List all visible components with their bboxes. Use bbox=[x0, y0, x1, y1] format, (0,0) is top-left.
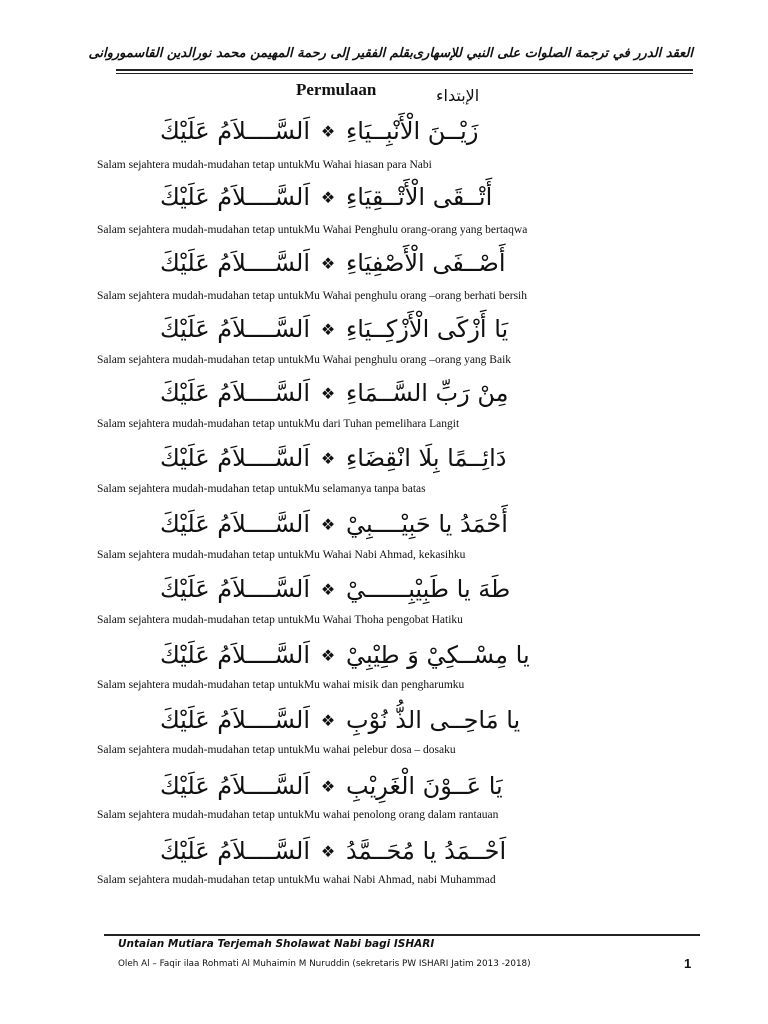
verse-epithet: يا مَاحِــى الذُّ نُوْبِ bbox=[346, 706, 521, 734]
verse-line bbox=[120, 376, 590, 410]
verse-epithet: يا مِسْــكِيْ وَ طِيْبِيْ bbox=[346, 641, 530, 669]
verse-translation: Salam sejahtera mudah-mudahan tetap untukMu dari Tuhan pemelihara Langit bbox=[97, 418, 460, 430]
verse-salam: اَلسَّــــلاَمُ عَلَيْكَ bbox=[159, 837, 310, 865]
section-title-arabic: الإبتداء bbox=[436, 86, 480, 105]
verse-epithet: زَيْــنَ الْأَنْبِــيَاءِ bbox=[346, 117, 479, 145]
verse-epithet: اَحْــمَدُ يا مُحَــمَّدُ bbox=[346, 837, 507, 865]
verse-line bbox=[120, 572, 590, 606]
diamond-separator-icon: ❖ bbox=[320, 319, 336, 339]
verse-salam: اَلسَّــــلاَمُ عَلَيْكَ bbox=[159, 444, 310, 472]
verse-translation: Salam sejahtera mudah-mudahan tetap untukMu Wahai Thoha pengobat Hatiku bbox=[97, 614, 463, 626]
verse-salam: اَلسَّــــلاَمُ عَلَيْكَ bbox=[159, 510, 310, 538]
verse-line bbox=[120, 769, 590, 803]
verse-line bbox=[120, 638, 590, 672]
verse-line bbox=[120, 834, 590, 868]
diamond-separator-icon: ❖ bbox=[320, 710, 336, 730]
verse-salam: اَلسَّــــلاَمُ عَلَيْكَ bbox=[159, 249, 310, 277]
diamond-separator-icon: ❖ bbox=[320, 448, 336, 468]
verse-epithet: مِنْ رَبِّ السَّــمَاءِ bbox=[346, 379, 509, 407]
verse-line bbox=[120, 114, 590, 148]
verse-epithet: أَحْمَدُ يا حَبِيْــــبِيْ bbox=[346, 510, 508, 538]
header-rule-thin bbox=[116, 73, 693, 74]
verse-translation: Salam sejahtera mudah-mudahan tetap untukMu Wahai penghulu orang –orang berhati bersih bbox=[97, 290, 527, 302]
verse-line bbox=[120, 507, 590, 541]
diamond-separator-icon: ❖ bbox=[320, 776, 336, 796]
verse-translation: Salam sejahtera mudah-mudahan tetap untukMu Wahai penghulu orang –orang yang Baik bbox=[97, 354, 512, 366]
diamond-separator-icon: ❖ bbox=[320, 383, 336, 403]
verse-translation: Salam sejahtera mudah-mudahan tetap untukMu wahai misik dan pengharumku bbox=[97, 679, 465, 691]
header-rule bbox=[116, 69, 693, 71]
diamond-separator-icon: ❖ bbox=[320, 645, 336, 665]
verse-line bbox=[120, 246, 590, 280]
header-author-arabic: بقلم الفقير إلى رحمة المهيمن محمد نورالدين القاسموروانى bbox=[88, 46, 413, 61]
verse-translation: Salam sejahtera mudah-mudahan tetap untukMu wahai pelebur dosa – dosaku bbox=[97, 744, 456, 756]
verse-epithet: طَهَ يا طَبِيْبِــــــيْ bbox=[346, 575, 511, 603]
verse-translation: Salam sejahtera mudah-mudahan tetap untukMu selamanya tanpa batas bbox=[97, 483, 426, 495]
header-title-arabic: العقد الدرر في ترجمة الصلوات على النبي للإسهارى bbox=[412, 46, 693, 61]
diamond-separator-icon: ❖ bbox=[320, 253, 336, 273]
verse-epithet: يَا عَــوْنَ الْغَرِيْبِ bbox=[346, 772, 503, 800]
verse-salam: اَلسَّــــلاَمُ عَلَيْكَ bbox=[159, 641, 310, 669]
verse-salam: اَلسَّــــلاَمُ عَلَيْكَ bbox=[159, 706, 310, 734]
verse-salam: اَلسَّــــلاَمُ عَلَيْكَ bbox=[159, 117, 310, 145]
footer-credit: Oleh Al – Faqir ilaa Rohmati Al Muhaimin M Nuruddin (sekretaris PW ISHARI Jatim 2013 -2018) bbox=[118, 959, 531, 969]
verse-epithet: يَا أَزْكَى الْأَزْكِــيَاءِ bbox=[346, 315, 509, 343]
verse-translation: Salam sejahtera mudah-mudahan tetap untukMu wahai Nabi Ahmad, nabi Muhammad bbox=[97, 874, 496, 886]
verse-epithet: أَصْــفَى الْأَصْفِيَاءِ bbox=[346, 249, 506, 277]
diamond-separator-icon: ❖ bbox=[320, 514, 336, 534]
verse-translation: Salam sejahtera mudah-mudahan tetap untukMu wahai penolong orang dalam rantauan bbox=[97, 809, 499, 821]
verse-translation: Salam sejahtera mudah-mudahan tetap untukMu Wahai hiasan para Nabi bbox=[97, 159, 432, 171]
verse-line bbox=[120, 703, 590, 737]
verse-salam: اَلسَّــــلاَمُ عَلَيْكَ bbox=[159, 183, 310, 211]
verse-salam: اَلسَّــــلاَمُ عَلَيْكَ bbox=[159, 379, 310, 407]
footer-rule bbox=[104, 934, 700, 936]
footer-title: Untaian Mutiara Terjemah Sholawat Nabi bagi ISHARI bbox=[118, 938, 435, 950]
verse-line bbox=[120, 441, 590, 475]
verse-line bbox=[120, 180, 590, 214]
verse-salam: اَلسَّــــلاَمُ عَلَيْكَ bbox=[159, 575, 310, 603]
diamond-separator-icon: ❖ bbox=[320, 187, 336, 207]
diamond-separator-icon: ❖ bbox=[320, 579, 336, 599]
verse-line bbox=[120, 312, 590, 346]
section-title: Permulaan bbox=[296, 80, 377, 99]
verse-salam: اَلسَّــــلاَمُ عَلَيْكَ bbox=[159, 315, 310, 343]
diamond-separator-icon: ❖ bbox=[320, 121, 336, 141]
verse-epithet: دَائِــمًا بِلَا انْقِضَاءِ bbox=[346, 444, 507, 472]
verse-salam: اَلسَّــــلاَمُ عَلَيْكَ bbox=[159, 772, 310, 800]
page-number: 1 bbox=[684, 956, 692, 971]
running-header bbox=[88, 46, 693, 61]
diamond-separator-icon: ❖ bbox=[320, 841, 336, 861]
verse-translation: Salam sejahtera mudah-mudahan tetap untukMu Wahai Penghulu orang-orang yang bertaqwa bbox=[97, 224, 528, 236]
verse-translation: Salam sejahtera mudah-mudahan tetap untukMu Wahai Nabi Ahmad, kekasihku bbox=[97, 549, 466, 561]
verse-epithet: أَتْــقَى الْأَتْــقِيَاءِ bbox=[346, 183, 493, 211]
